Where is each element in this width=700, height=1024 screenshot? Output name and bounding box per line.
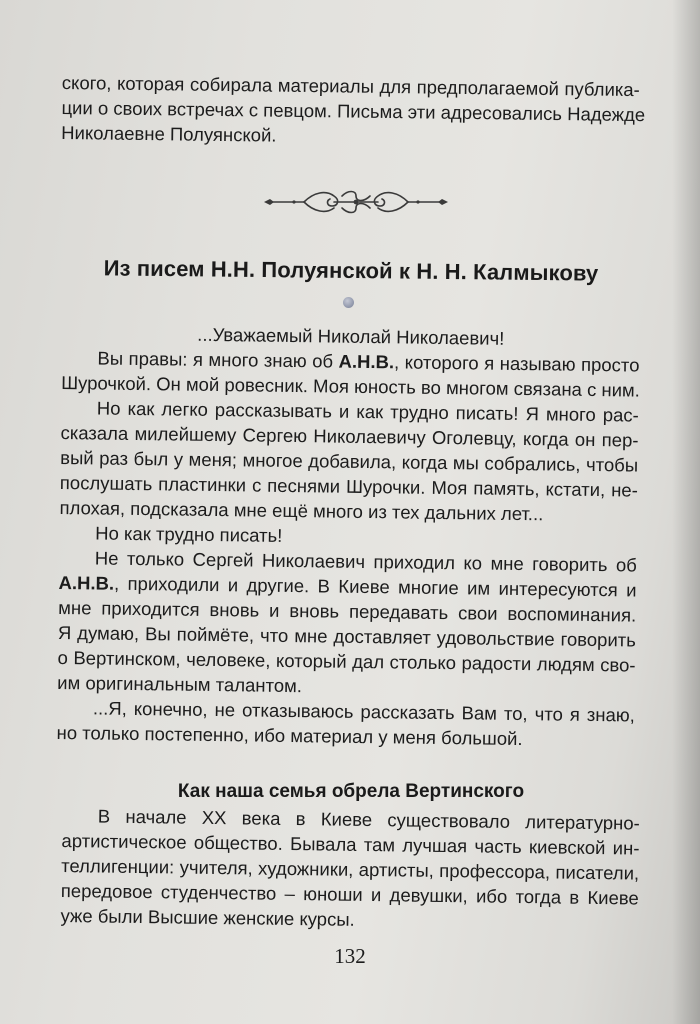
letter-line: вый раз был у меня; многое добавила, когда мы собрались, чтобы (60, 446, 639, 476)
page-edge-shadow (672, 0, 700, 1024)
letter-heading: Из писем Н.Н. Полуянской к Н. Н. Калмыкову (103, 255, 599, 286)
section-line: передовое студенчество – юноши и девушки, ибо тогда в Киеве (60, 879, 639, 909)
section-line: В начале XX века в Киеве существовало литературно- (97, 805, 640, 834)
section-line: артистическое общество. Бывала там лучшая часть киевской ин- (61, 829, 640, 859)
intro-line: ского, которая собирала материалы для предполагаемой публика- (61, 71, 640, 101)
letter-line: Шурочкой. Он мой ровесник. Моя юность во многом связана с ним. (61, 371, 640, 401)
letter-line: сказала милейшему Сергею Николаевичу Оголевцу, когда он пер- (60, 421, 639, 451)
letter-line: мне приходится вновь и вновь передавать свои воспоминания. (58, 596, 637, 626)
flourish-divider-icon (264, 184, 448, 220)
section-line: уже были Высшие женские курсы. (60, 904, 355, 930)
letter-line: Вы правы: я много знаю об А.Н.В., которого я называю просто (97, 347, 640, 376)
letter-line: Я думаю, Вы поймёте, что мне доставляет удовольствие говорить (57, 621, 636, 651)
letter-line: А.Н.В., приходили и другие. В Киеве многие им интересуются и (58, 571, 637, 601)
letter-line: о Вертинском, человеке, который дал столько радости людям сво- (57, 646, 636, 676)
letter-line: плохая, подсказала мне ещё много из тех дальних лет... (59, 496, 544, 525)
letter-line: Но как легко рассказывать и как трудно писать! Я много рас- (96, 397, 639, 426)
salutation: ...Уважаемый Николай Николаевич! (197, 323, 505, 349)
letter-line: но только постепенно, ибо материал у меня большой. (56, 721, 523, 750)
letter-line: ...Я, конечно, не отказываюсь рассказать Вам то, что я знаю, (92, 697, 636, 726)
round-dot-icon (343, 297, 354, 308)
letter-line: послушать пластинки с песнями Шурочки. Моя память, кстати, не- (59, 471, 638, 501)
letter-line: Но как трудно писать! (95, 522, 283, 546)
intro-line: Николаевне Полуянской. (61, 121, 277, 146)
letter-line: им оригинальным талантом. (57, 671, 303, 697)
section-title: Как наша семья обрела Вертинского (177, 781, 525, 802)
section-line: теллигенции: учителя, художники, артисты, профессора, писатели, (61, 854, 640, 884)
letter-line: Не только Сергей Николаевич приходил ко мне говорить об (94, 547, 637, 576)
intro-paragraph (61, 70, 646, 152)
section-body (60, 803, 640, 936)
intro-line: ции о своих встречах с певцом. Письма эти адресовались Надежде (61, 96, 646, 126)
letter-body (56, 320, 640, 753)
page-number: 132 (334, 944, 366, 968)
